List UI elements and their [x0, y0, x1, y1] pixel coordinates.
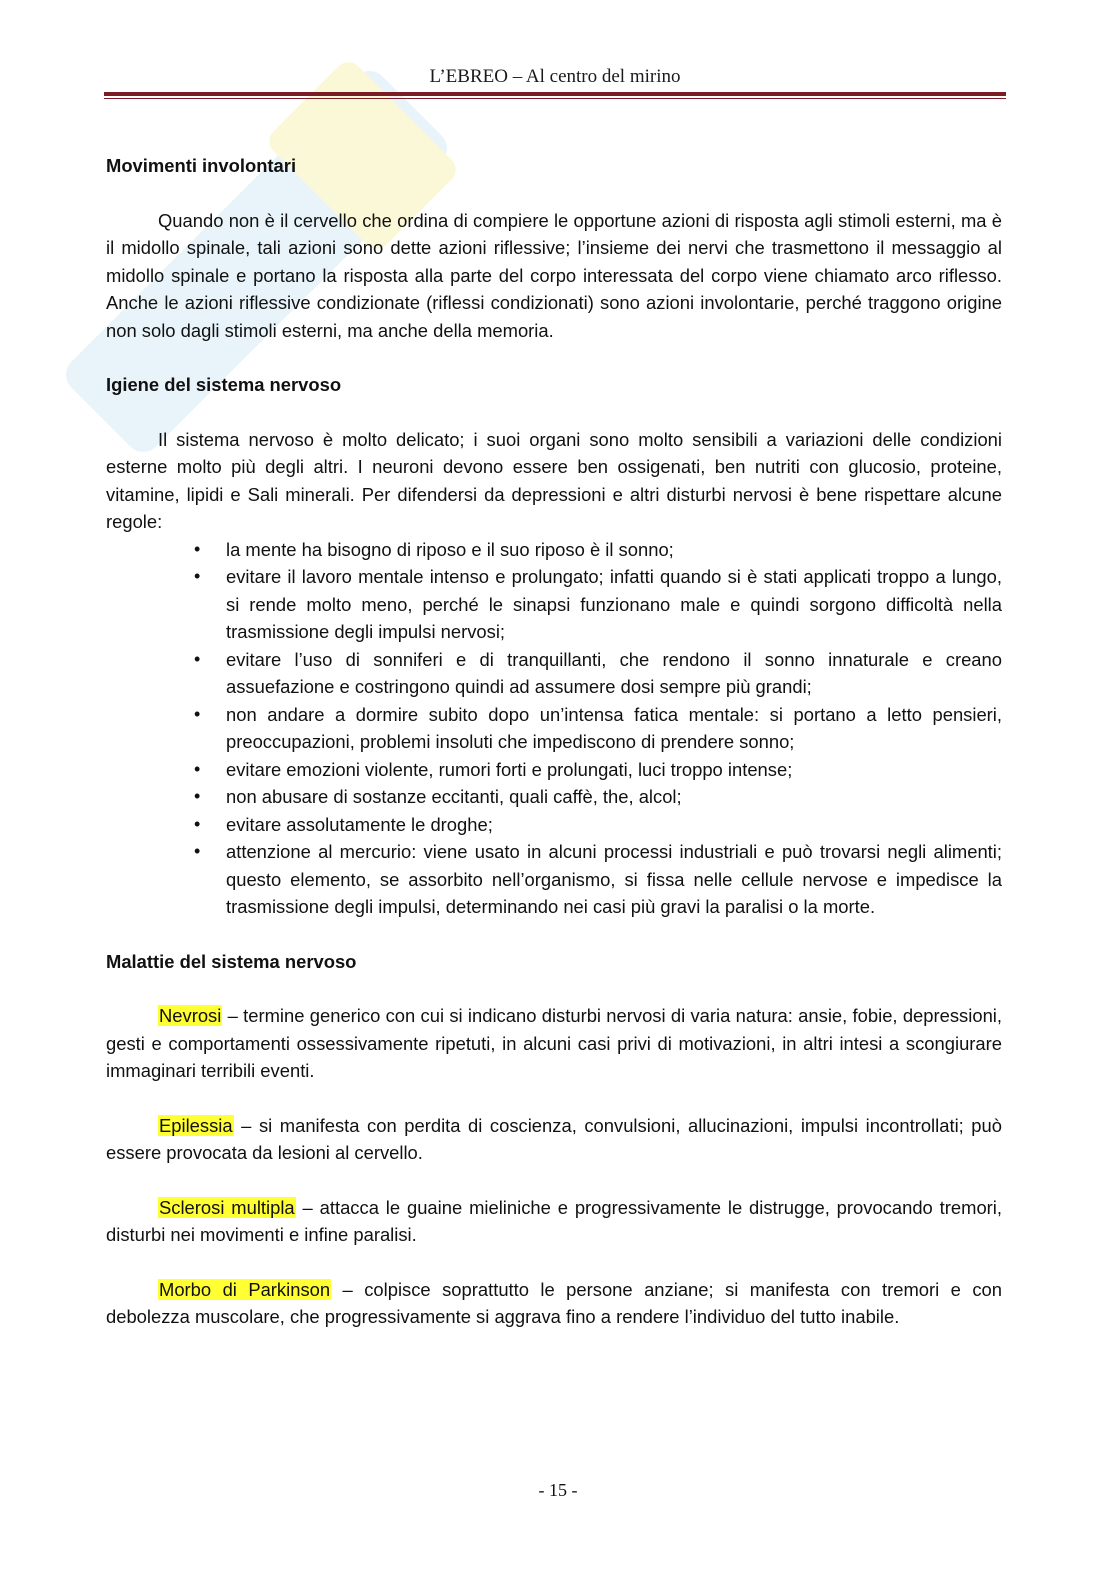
page-number: - 15 - [538, 1480, 578, 1500]
disease-description: – si manifesta con perdita di coscienza, convulsioni, allucinazioni, impulsi incontrollati; può essere provocata da lesioni al cervello. [106, 1114, 1002, 1163]
disease-epilessia [106, 1112, 1002, 1167]
disease-term: Epilessia [159, 1114, 233, 1136]
page-content [106, 152, 1002, 1331]
section-heading-igiene: Igiene del sistema nervoso [106, 374, 342, 395]
disease-term: Sclerosi multipla [159, 1196, 295, 1218]
header-rule [104, 92, 1006, 96]
list-item: • evitare l’uso di sonniferi e di tranquillanti, che rendono il sonno innaturale e creano assuefazione e costringono quindi ad assumere dosi sempre più grandi; [226, 646, 1002, 701]
section-heading-malattie: Malattie del sistema nervoso [106, 950, 357, 972]
list-item: • attenzione al mercurio: viene usato in alcuni processi industriali e può trovarsi negli alimenti; questo elemento, se assorbito nell’organismo, si fissa nelle cellule nervose e impedisce la trasmissione degli impulsi, determinando nei casi più gravi la paralisi o la morte. [226, 838, 1002, 921]
list-item: • non abusare di sostanze eccitanti, quali caffè, the, alcol; [226, 783, 1002, 811]
header-rule-thin [104, 98, 1006, 99]
list-item: • evitare emozioni violente, rumori forti e prolungati, luci troppo intense; [226, 756, 1002, 784]
disease-description: – attacca le guaine mieliniche e progressivamente le distrugge, provocando tremori, disturbi nei movimenti e infine paralisi. [106, 1196, 1002, 1245]
section-heading-movimenti: Movimenti involontari [106, 155, 297, 176]
list-item: • la mente ha bisogno di riposo e il suo riposo è il sonno; [226, 536, 1002, 564]
disease-term: Morbo di Parkinson [159, 1278, 331, 1300]
disease-description: – colpisce soprattutto le persone anziane; si manifesta con tremori e con debolezza muscolare, che progressivamente si aggrava fino a rendere l’individuo del tutto inabile. [106, 1278, 1002, 1327]
paragraph-igiene: Il sistema nervoso è molto delicato; i suoi organi sono molto sensibili a variazioni delle condizioni esterne molto più degli altri. I neuroni devono essere ben ossigenati, ben nutriti con glucosio, proteine, vitamine, lipidi e Sali minerali. Per difendersi da depressioni e altri disturbi nervosi è bene rispettare alcune regole: [106, 428, 1002, 532]
list-item: • evitare assolutamente le droghe; [226, 811, 1002, 839]
disease-nevrosi [106, 1002, 1002, 1085]
page-header: L’EBREO – Al centro del mirino [429, 66, 681, 87]
list-item: • evitare il lavoro mentale intenso e prolungato; infatti quando si è stati applicati troppo a lungo, si rende molto meno, perché le sinapsi funzionano male e quindi sorgono difficoltà nella trasmissione degli impulsi nervosi; [226, 563, 1002, 646]
disease-sclerosi [106, 1194, 1002, 1249]
paragraph-movimenti: Quando non è il cervello che ordina di compiere le opportune azioni di risposta agli stimoli esterni, ma è il midollo spinale, tali azioni sono dette azioni riflessive; l’insieme dei nervi che trasmettono il messaggio al midollo spinale e portano la risposta alla parte del corpo interessata del corpo viene chiamato arco riflesso. Anche le azioni riflessive condizionate (riflessi condizionati) sono azioni involontarie, perché traggono origine non solo dagli stimoli esterni, ma anche della memoria. [106, 209, 1002, 341]
disease-description: – termine generico con cui si indicano disturbi nervosi di varia natura: ansie, fobie, depressioni, gesti e comportamenti ossessivamente ripetuti, in alcuni casi privi di motivazioni, in altri intesi a scongiurare immaginari terribili eventi. [106, 1005, 1002, 1081]
list-item: • non andare a dormire subito dopo un’intensa fatica mentale: si portano a letto pensieri, preoccupazioni, problemi insoluti che impediscono di prendere sonno; [226, 701, 1002, 756]
disease-term: Nevrosi [159, 1005, 222, 1026]
disease-parkinson [106, 1276, 1002, 1331]
rules-list [106, 536, 1002, 921]
